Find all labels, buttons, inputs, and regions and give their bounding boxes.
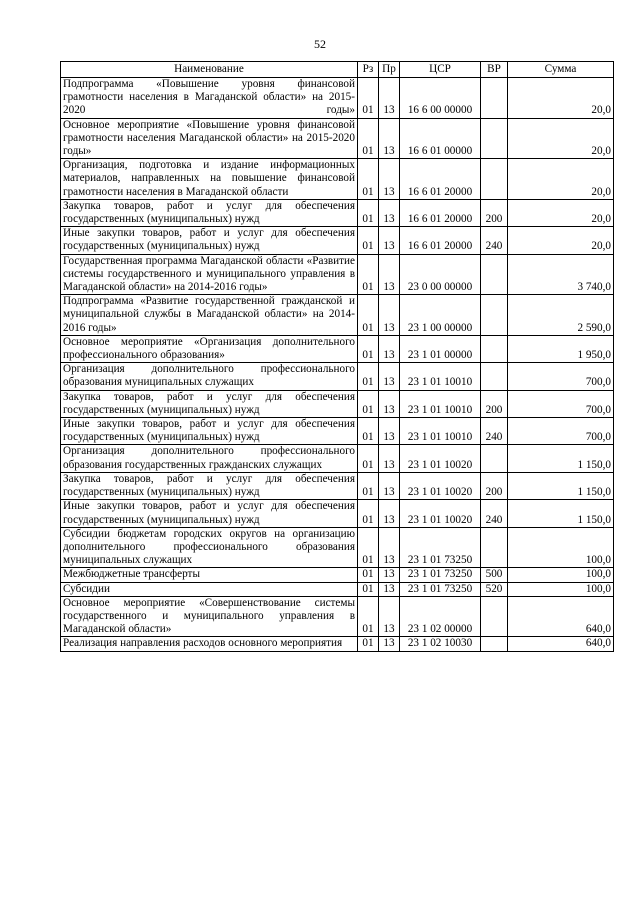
row-vr: 200 [481, 390, 508, 417]
row-pr: 13 [379, 227, 400, 254]
table-row [61, 118, 614, 159]
row-csr: 16 6 01 00000 [400, 118, 481, 159]
row-name: Организация, подготовка и издание информационных материалов, направленных на повышение финансовой грамотности населения в Магаданской области [61, 159, 358, 200]
row-name: Подпрограмма «Развитие государственной гражданской и муниципальной службы в Магаданской области» на 2014-2016 годы» [61, 295, 358, 336]
row-vr: 500 [481, 568, 508, 582]
row-pr: 13 [379, 500, 400, 527]
row-rz: 01 [358, 568, 379, 582]
page-number: 52 [314, 37, 326, 51]
row-pr: 13 [379, 363, 400, 390]
row-rz: 01 [358, 335, 379, 362]
row-sum: 100,0 [508, 527, 614, 568]
row-pr: 13 [379, 199, 400, 226]
row-name: Основное мероприятие «Повышение уровня финансовой грамотности населения Магаданской области» на 2015-2020 годы» [61, 118, 358, 159]
table-row [61, 445, 614, 472]
row-rz: 01 [358, 500, 379, 527]
row-sum: 3 740,0 [508, 254, 614, 295]
row-pr: 13 [379, 527, 400, 568]
row-name: Иные закупки товаров, работ и услуг для обеспечения государственных (муниципальных) нужд [61, 500, 358, 527]
row-pr: 13 [379, 596, 400, 637]
row-sum: 1 150,0 [508, 445, 614, 472]
row-sum: 640,0 [508, 596, 614, 637]
header-csr: ЦСР [400, 62, 481, 78]
row-rz: 01 [358, 445, 379, 472]
row-sum: 100,0 [508, 568, 614, 582]
row-sum: 2 590,0 [508, 295, 614, 336]
row-csr: 23 0 00 00000 [400, 254, 481, 295]
row-csr: 23 1 02 10030 [400, 637, 481, 651]
row-csr: 23 1 00 00000 [400, 295, 481, 336]
table-row [61, 199, 614, 226]
row-pr: 13 [379, 254, 400, 295]
row-rz: 01 [358, 78, 379, 119]
row-csr: 16 6 01 20000 [400, 159, 481, 200]
row-vr [481, 335, 508, 362]
row-sum: 20,0 [508, 227, 614, 254]
row-sum: 700,0 [508, 418, 614, 445]
row-rz: 01 [358, 363, 379, 390]
row-rz: 01 [358, 582, 379, 596]
table-row [61, 335, 614, 362]
row-pr: 13 [379, 295, 400, 336]
row-rz: 01 [358, 596, 379, 637]
row-csr: 23 1 01 73250 [400, 527, 481, 568]
table-row [61, 363, 614, 390]
row-pr: 13 [379, 159, 400, 200]
row-csr: 23 1 01 73250 [400, 582, 481, 596]
row-name: Межбюджетные трансферты [61, 568, 358, 582]
row-csr: 23 1 01 10010 [400, 390, 481, 417]
table-row [61, 568, 614, 582]
table-row [61, 596, 614, 637]
row-vr: 240 [481, 500, 508, 527]
row-csr: 23 1 01 73250 [400, 568, 481, 582]
row-csr: 23 1 01 10020 [400, 472, 481, 499]
row-sum: 20,0 [508, 159, 614, 200]
row-vr [481, 118, 508, 159]
budget-table [60, 61, 614, 652]
table-row [61, 418, 614, 445]
row-name: Субсидии бюджетам городских округов на организацию дополнительного профессионального образования муниципальных служащих [61, 527, 358, 568]
row-name: Подпрограмма «Повышение уровня финансовой грамотности населения в Магаданской области» на 2015-2020 годы» [61, 78, 358, 119]
header-sum: Сумма [508, 62, 614, 78]
table-row [61, 295, 614, 336]
row-sum: 1 150,0 [508, 472, 614, 499]
row-rz: 01 [358, 254, 379, 295]
row-name: Организация дополнительного профессионального образования муниципальных служащих [61, 363, 358, 390]
table-row [61, 472, 614, 499]
row-vr [481, 295, 508, 336]
row-csr: 16 6 01 20000 [400, 227, 481, 254]
table-row [61, 582, 614, 596]
table-row [61, 500, 614, 527]
row-csr: 23 1 01 10010 [400, 363, 481, 390]
row-pr: 13 [379, 78, 400, 119]
row-name: Иные закупки товаров, работ и услуг для обеспечения государственных (муниципальных) нужд [61, 418, 358, 445]
row-vr: 520 [481, 582, 508, 596]
row-vr [481, 254, 508, 295]
row-csr: 16 6 01 20000 [400, 199, 481, 226]
row-vr [481, 78, 508, 119]
header-vr: ВР [481, 62, 508, 78]
table-row [61, 78, 614, 119]
row-csr: 23 1 01 00000 [400, 335, 481, 362]
row-name: Закупка товаров, работ и услуг для обеспечения государственных (муниципальных) нужд [61, 472, 358, 499]
row-name: Организация дополнительного профессионального образования государственных гражданских служащих [61, 445, 358, 472]
row-sum: 1 150,0 [508, 500, 614, 527]
row-csr: 23 1 01 10020 [400, 445, 481, 472]
row-name: Основное мероприятие «Совершенствование системы государственного и муниципального управления в Магаданской области» [61, 596, 358, 637]
table-row [61, 637, 614, 651]
row-csr: 16 6 00 00000 [400, 78, 481, 119]
row-name: Иные закупки товаров, работ и услуг для обеспечения государственных (муниципальных) нужд [61, 227, 358, 254]
table-row [61, 159, 614, 200]
row-sum: 700,0 [508, 363, 614, 390]
row-vr: 200 [481, 472, 508, 499]
row-pr: 13 [379, 390, 400, 417]
header-pr: Пр [379, 62, 400, 78]
row-rz: 01 [358, 159, 379, 200]
row-sum: 20,0 [508, 199, 614, 226]
row-csr: 23 1 02 00000 [400, 596, 481, 637]
row-rz: 01 [358, 295, 379, 336]
row-name: Субсидии [61, 582, 358, 596]
row-rz: 01 [358, 118, 379, 159]
row-pr: 13 [379, 568, 400, 582]
row-rz: 01 [358, 637, 379, 651]
row-rz: 01 [358, 527, 379, 568]
row-pr: 13 [379, 582, 400, 596]
row-rz: 01 [358, 418, 379, 445]
row-vr [481, 527, 508, 568]
row-vr: 240 [481, 418, 508, 445]
row-sum: 20,0 [508, 118, 614, 159]
row-name: Закупка товаров, работ и услуг для обеспечения государственных (муниципальных) нужд [61, 199, 358, 226]
row-rz: 01 [358, 199, 379, 226]
row-pr: 13 [379, 472, 400, 499]
table-header-row [61, 62, 614, 78]
row-vr: 240 [481, 227, 508, 254]
row-pr: 13 [379, 445, 400, 472]
row-vr [481, 363, 508, 390]
table-row [61, 227, 614, 254]
row-csr: 23 1 01 10010 [400, 418, 481, 445]
row-vr [481, 159, 508, 200]
row-name: Реализация направления расходов основного мероприятия [61, 637, 358, 651]
row-vr [481, 596, 508, 637]
row-pr: 13 [379, 418, 400, 445]
row-csr: 23 1 01 10020 [400, 500, 481, 527]
row-name: Закупка товаров, работ и услуг для обеспечения государственных (муниципальных) нужд [61, 390, 358, 417]
row-sum: 1 950,0 [508, 335, 614, 362]
row-vr [481, 445, 508, 472]
table-row [61, 254, 614, 295]
row-rz: 01 [358, 227, 379, 254]
table-row [61, 527, 614, 568]
table-row [61, 390, 614, 417]
row-rz: 01 [358, 472, 379, 499]
row-rz: 01 [358, 390, 379, 417]
header-name: Наименование [61, 62, 358, 78]
row-sum: 640,0 [508, 637, 614, 651]
row-pr: 13 [379, 118, 400, 159]
row-name: Государственная программа Магаданской области «Развитие системы государственного и муниципального управления в Магаданской области» на 2014-2016 годы» [61, 254, 358, 295]
row-sum: 100,0 [508, 582, 614, 596]
row-name: Основное мероприятие «Организация дополнительного профессионального образования» [61, 335, 358, 362]
row-pr: 13 [379, 335, 400, 362]
row-vr: 200 [481, 199, 508, 226]
row-sum: 20,0 [508, 78, 614, 119]
row-sum: 700,0 [508, 390, 614, 417]
header-rz: Рз [358, 62, 379, 78]
row-vr [481, 637, 508, 651]
row-pr: 13 [379, 637, 400, 651]
